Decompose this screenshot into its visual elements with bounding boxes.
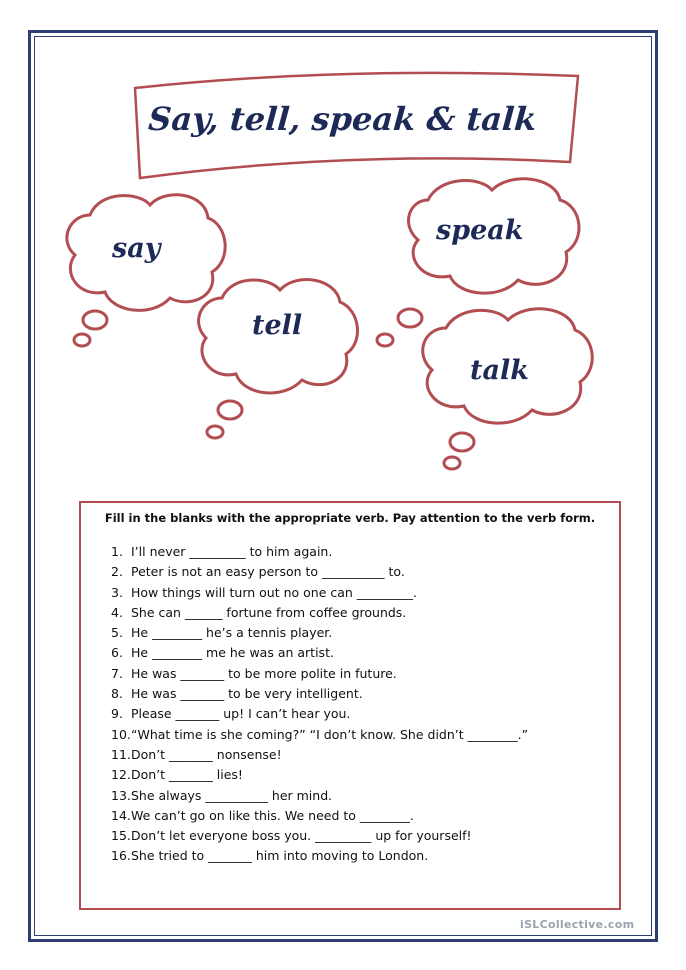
cloud-word-tell: tell (252, 310, 303, 341)
exercise-item (111, 623, 528, 643)
item-number: 3. (111, 584, 123, 600)
item-number: 15. (111, 828, 131, 844)
exercise-instructions: Fill in the blanks with the appropriate verb. Pay attention to the verb form. (104, 511, 596, 525)
question-mark-icon: ? (522, 586, 556, 652)
item-number: 11. (111, 746, 131, 762)
exercise-item (111, 542, 528, 562)
exercise-list (111, 542, 528, 867)
item-number: 9. (111, 706, 123, 722)
item-number: 2. (111, 564, 123, 580)
cloud-word-talk: talk (470, 355, 529, 386)
item-number: 4. (111, 604, 123, 620)
item-text: “What time is she coming?” “I don’t know. She didn’t ________.” (131, 726, 529, 742)
item-text: Peter is not an easy person to __________ to. (131, 564, 405, 580)
exercise-item (111, 704, 528, 724)
exercise-item (111, 583, 528, 603)
item-text: How things will turn out no one can _________. (131, 584, 418, 600)
item-number: 8. (111, 686, 123, 702)
item-number: 10. (111, 726, 131, 742)
item-text: He ________ he’s a tennis player. (131, 625, 333, 641)
item-text: She always __________ her mind. (131, 787, 333, 803)
item-number: 1. (111, 544, 123, 559)
item-text: We can’t go on like this. We need to ________. (131, 807, 414, 823)
item-number: 5. (111, 625, 123, 641)
exercise-item (111, 806, 528, 826)
item-number: 16. (111, 848, 131, 864)
exercise-item (111, 745, 528, 765)
item-text: Please _______ up! I can’t hear you. (131, 706, 351, 722)
exercise-item (111, 562, 528, 582)
item-text: Don’t let everyone boss you. _________ up for yourself! (131, 828, 472, 844)
item-text: He ________ me he was an artist. (131, 645, 334, 661)
exercise-item (111, 786, 528, 806)
cloud-talk (423, 309, 593, 469)
watermark: iSLCollective.com (520, 918, 635, 931)
item-number: 12. (111, 767, 131, 783)
item-text: I’ll never _________ to him again. (131, 544, 333, 559)
exercise-box (79, 501, 621, 910)
item-text: She tried to _______ him into moving to London. (131, 848, 429, 864)
item-text: Don’t _______ lies! (131, 767, 243, 783)
item-number: 13. (111, 787, 131, 803)
exercise-item (111, 725, 528, 745)
item-number: 7. (111, 665, 123, 681)
item-text: He was _______ to be more polite in future. (131, 665, 397, 681)
item-text: He was _______ to be very intelligent. (131, 686, 363, 702)
item-text: Don’t _______ nonsense! (131, 746, 282, 762)
exercise-item (111, 846, 528, 866)
cloud-tell (199, 280, 358, 438)
exercise-item (111, 765, 528, 785)
item-text: She can ______ fortune from coffee grounds. (131, 604, 407, 620)
exercise-item (111, 664, 528, 684)
item-number: 6. (111, 645, 123, 661)
exercise-item (111, 826, 528, 846)
exercise-item (111, 684, 528, 704)
cloud-word-say: say (112, 233, 161, 264)
cloud-word-speak: speak (436, 215, 524, 246)
exercise-item (111, 643, 528, 663)
item-number: 14. (111, 807, 131, 823)
page-title: Say, tell, speak & talk (147, 100, 538, 138)
exercise-item (111, 603, 528, 623)
